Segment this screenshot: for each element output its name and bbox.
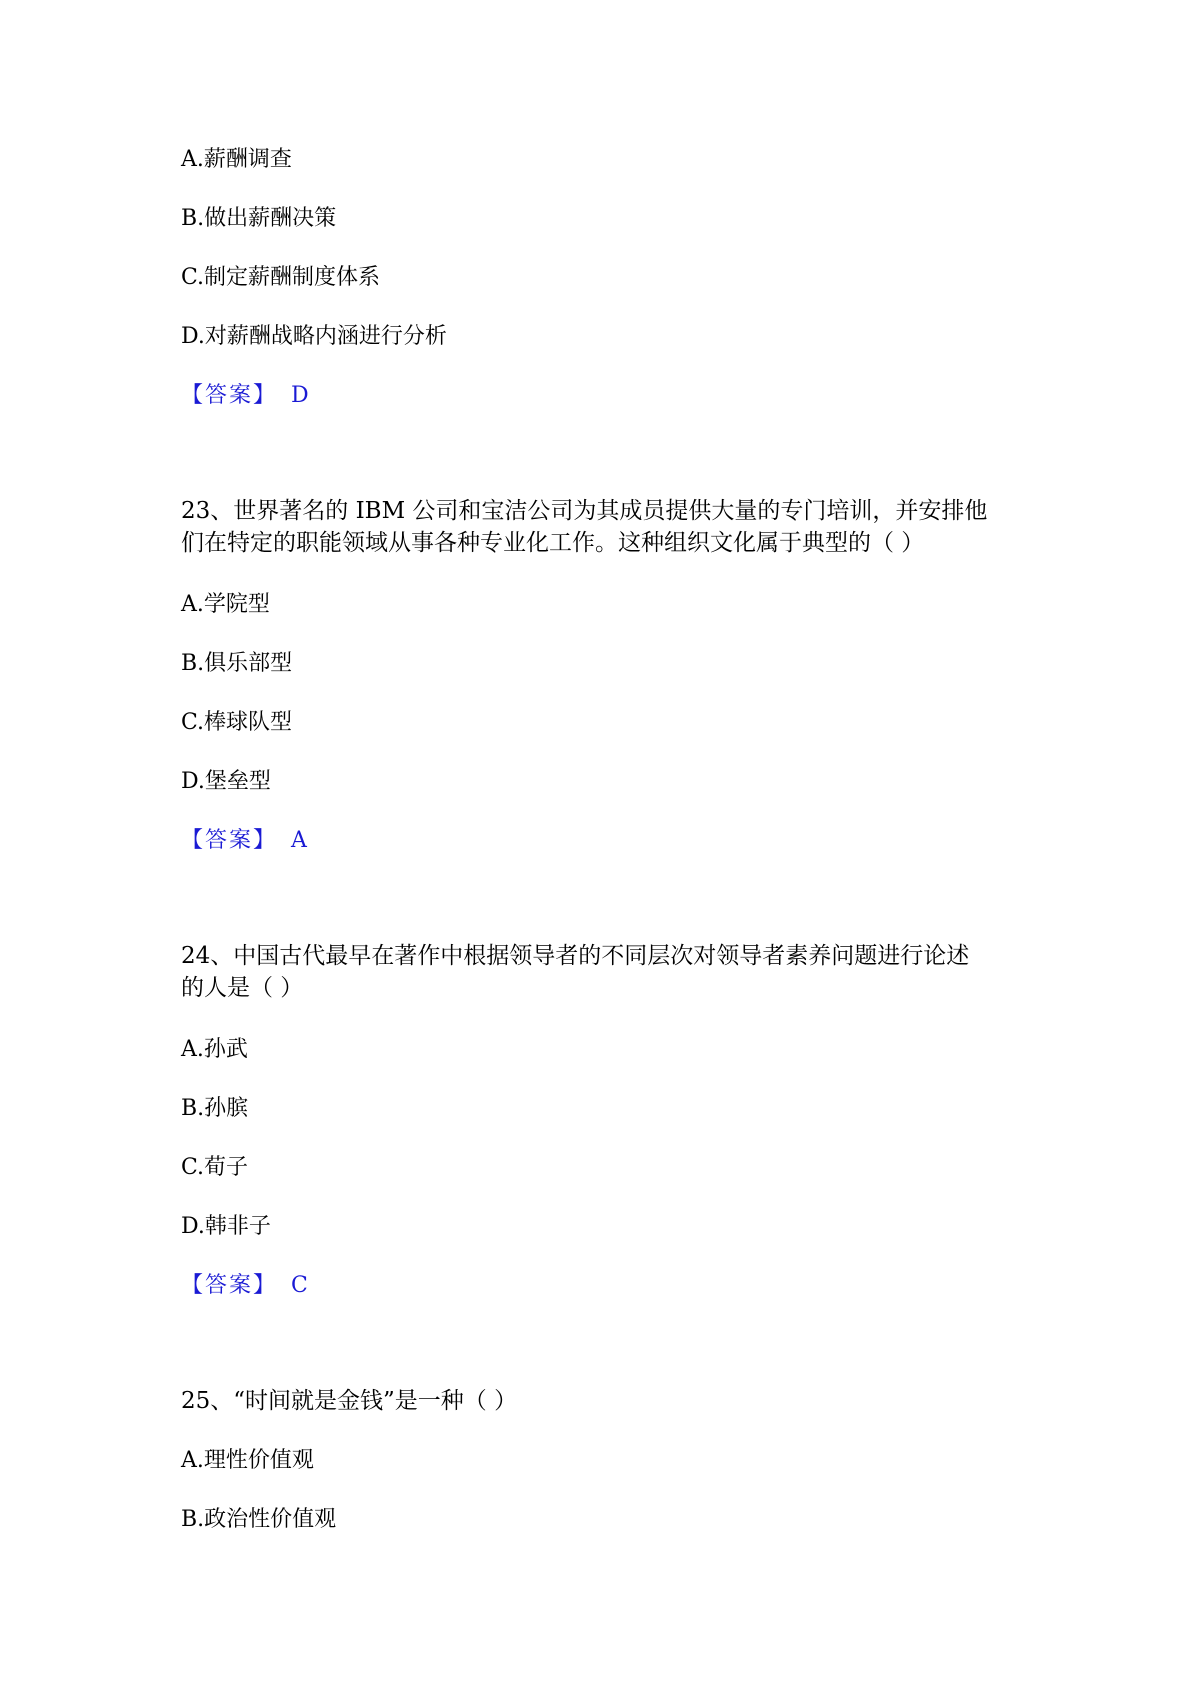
q23-option-b: B.俱乐部型 (181, 651, 293, 676)
q22-option-b: B.做出薪酬决策 (181, 206, 337, 231)
q22-option-c: C.制定薪酬制度体系 (181, 265, 381, 290)
q23-option-a: A.学院型 (181, 592, 270, 617)
q23-stem-line1: 23、世界著名的 IBM 公司和宝洁公司为其成员提供大量的专门培训，并安排他 (181, 498, 988, 524)
q24-answer (181, 1271, 1011, 1301)
q24-option-a: A.孙武 (181, 1037, 248, 1062)
q23-stem-line2: 们在特定的职能领域从事各种专业化工作。这种组织文化属于典型的（ ） (181, 530, 925, 556)
q22-option-a: A.薪酬调查 (181, 147, 292, 172)
q24-option-c: C.荀子 (181, 1155, 249, 1180)
q23-answer-value: A (291, 828, 309, 853)
q24-answer-value: C (291, 1273, 310, 1298)
q25-stem-line1: 25、“时间就是金钱”是一种（ ） (181, 1388, 518, 1414)
q23-option-d: D.堡垒型 (181, 769, 271, 794)
q25-option-b: B.政治性价值观 (181, 1507, 337, 1532)
q22-option-d: D.对薪酬战略内涵进行分析 (181, 324, 447, 349)
q22-answer (181, 381, 1011, 411)
q24-option-b: B.孙膑 (181, 1096, 249, 1121)
q24-stem-line1: 24、中国古代最早在著作中根据领导者的不同层次对领导者素养问题进行论述 (181, 943, 970, 969)
q22-answer-value: D (291, 383, 311, 408)
q24-stem-line2: 的人是（ ） (181, 975, 304, 1001)
q23-answer (181, 826, 1011, 856)
q25-option-a: A.理性价值观 (181, 1448, 314, 1473)
q24-option-d: D.韩非子 (181, 1214, 271, 1239)
q24-answer-label: 【答案】 (181, 1273, 278, 1298)
q23-option-c: C.棒球队型 (181, 710, 293, 735)
q22-answer-label: 【答案】 (181, 383, 278, 408)
q23-answer-label: 【答案】 (181, 828, 278, 853)
